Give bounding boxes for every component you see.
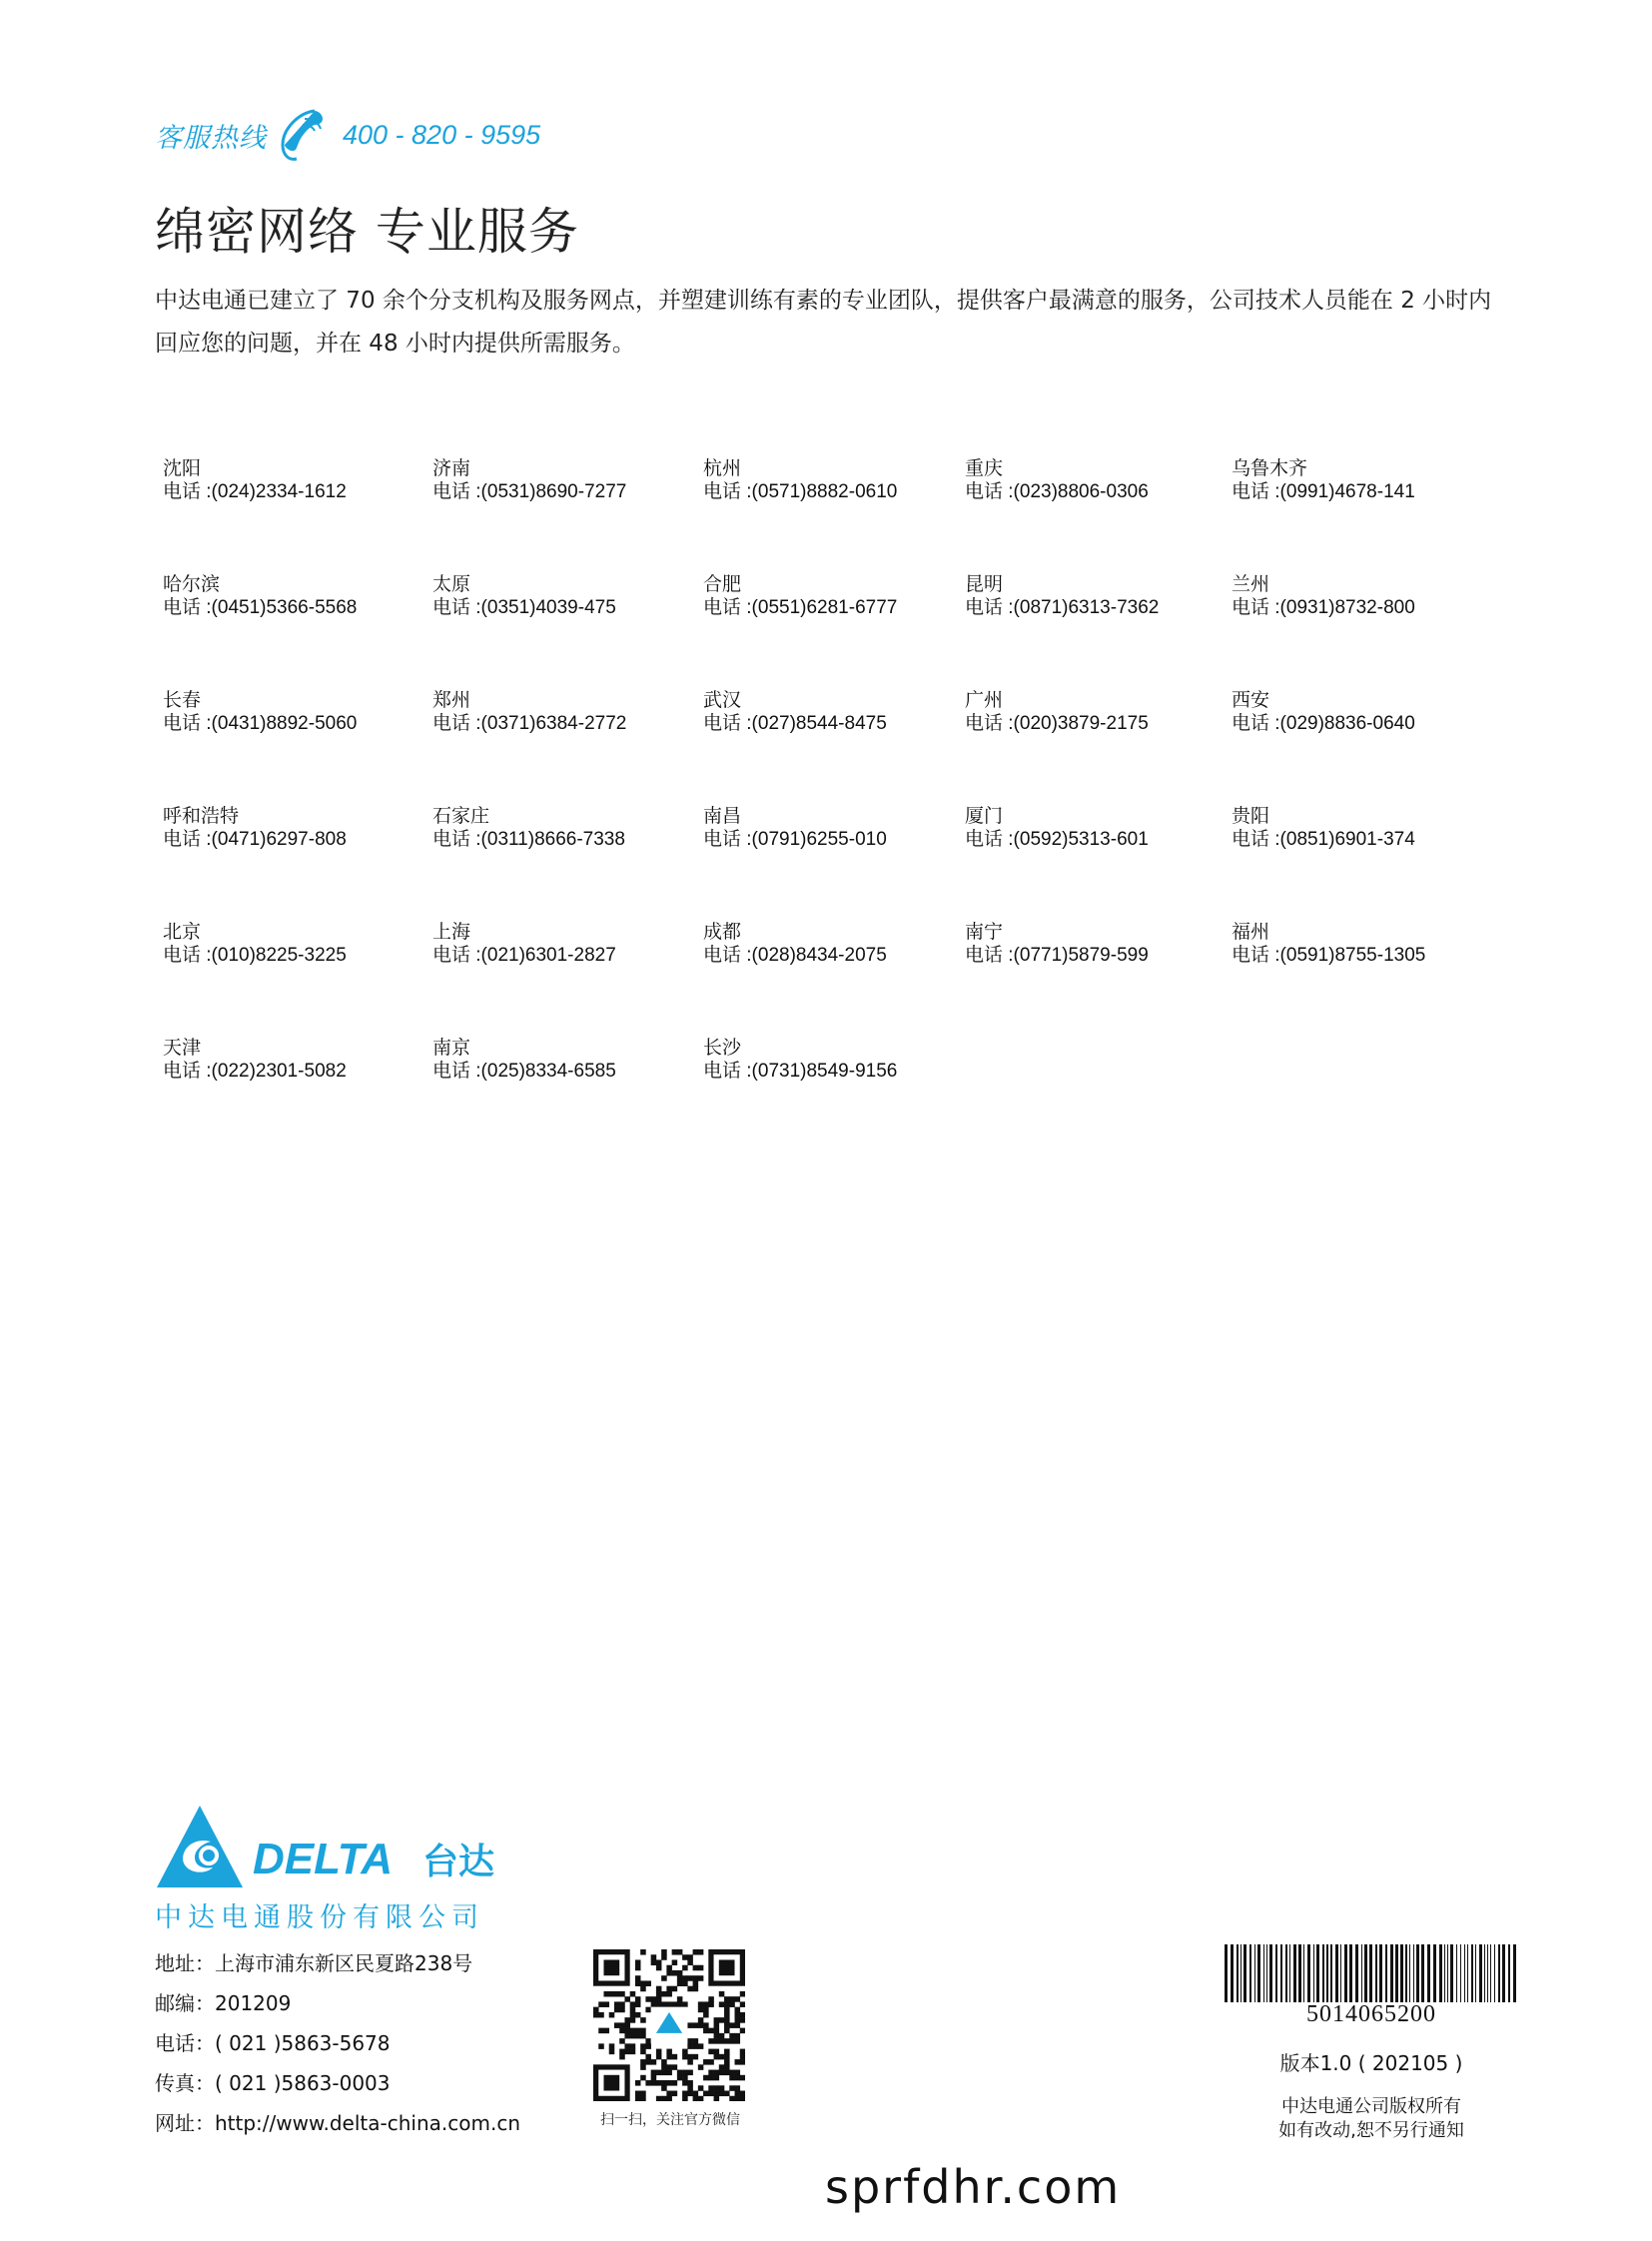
office-phone: 电话 :(0851)6901-374 [1232, 829, 1415, 850]
office-phone: 电话 :(025)8334-6585 [432, 1061, 616, 1082]
office-city: 长春 [163, 690, 202, 711]
barcode [1223, 1944, 1520, 2002]
copyright [1223, 2095, 1520, 2143]
office-entry [1232, 689, 1415, 735]
qr-code [593, 1949, 745, 2101]
office-phone: 电话 :(0311)8666-7338 [432, 829, 625, 850]
office-phone: 电话 :(023)8806-0306 [965, 481, 1149, 502]
office-city: 天津 [163, 1038, 202, 1059]
office-phone: 电话 :(0531)8690-7277 [432, 481, 627, 502]
office-city: 合肥 [703, 574, 742, 595]
office-entry [432, 689, 626, 735]
office-phone: 电话 :(0991)4678-141 [1232, 481, 1415, 502]
hotline-label: 客服热线 [155, 122, 267, 154]
office-phone: 电话 :(0791)6255-010 [703, 829, 887, 850]
office-entry [163, 805, 347, 851]
office-entry [1232, 921, 1425, 967]
logo-brand-cn: 台达 [422, 1842, 495, 1882]
office-entry [432, 921, 616, 967]
office-phone: 电话 :(022)2301-5082 [163, 1061, 347, 1082]
office-phone: 电话 :(029)8836-0640 [1232, 713, 1415, 734]
office-phone: 电话 :(0931)8732-800 [1232, 597, 1415, 618]
office-entry [163, 573, 357, 619]
office-entry [1232, 457, 1415, 503]
office-entry [432, 573, 616, 619]
office-entry [703, 921, 887, 967]
office-entry [965, 805, 1149, 851]
office-phone: 电话 :(0771)5879-599 [965, 945, 1149, 966]
office-city: 重庆 [965, 458, 1004, 479]
office-city: 成都 [703, 922, 742, 943]
office-phone: 电话 :(0591)8755-1305 [1232, 945, 1426, 966]
office-entry [163, 921, 347, 967]
office-entry [965, 573, 1159, 619]
office-entry [163, 689, 357, 735]
office-entry [1232, 573, 1415, 619]
qr-caption: 扫一扫，关注官方微信 [600, 2112, 740, 2128]
office-city: 济南 [432, 458, 471, 479]
logo-brand: DELTA [253, 1835, 394, 1883]
office-entry [163, 457, 347, 503]
delta-logo [155, 1798, 514, 1897]
office-phone: 电话 :(0371)6384-2772 [432, 713, 627, 734]
office-city: 郑州 [432, 690, 471, 711]
office-phone: 电话 :(0871)6313-7362 [965, 597, 1160, 618]
office-phone: 电话 :(021)6301-2827 [432, 945, 616, 966]
office-phone: 电话 :(020)3879-2175 [965, 713, 1149, 734]
office-city: 贵阳 [1232, 806, 1270, 827]
postcode: 邮编：201209 [155, 1991, 292, 2015]
office-entry [432, 805, 625, 851]
phone: 电话：( 021 )5863-5678 [155, 2031, 391, 2055]
page-title: 绵密网络 专业服务 [155, 203, 579, 261]
office-phone: 电话 :(0551)6281-6777 [703, 597, 898, 618]
office-city: 广州 [965, 690, 1004, 711]
office-city: 长沙 [703, 1038, 742, 1059]
office-entry [703, 573, 897, 619]
office-phone: 电话 :(0431)8892-5060 [163, 713, 358, 734]
office-entry [703, 1037, 897, 1083]
watermark: sprfdhr.com [825, 2160, 1122, 2214]
office-phone: 电话 :(0351)4039-475 [432, 597, 616, 618]
office-city: 南宁 [965, 922, 1004, 943]
fax: 传真：( 021 )5863-0003 [155, 2071, 391, 2095]
office-entry [1232, 805, 1415, 851]
office-city: 呼和浩特 [163, 806, 240, 827]
office-phone: 电话 :(0451)5366-5568 [163, 597, 358, 618]
office-city: 兰州 [1232, 574, 1270, 595]
intro-paragraph: 中达电通已建立了 70 余个分支机构及服务网点，并塑建训练有素的专业团队，提供客户最满意的服务，公司技术人员能在 2 小时内回应您的问题，并在 48 小时内提供所需服务。 [155, 288, 1492, 357]
office-city: 福州 [1232, 922, 1270, 943]
office-city: 上海 [432, 922, 471, 943]
version: 版本1.0 ( 202105 ) [1279, 2051, 1463, 2075]
website-link[interactable]: 网址：http://www.delta-china.com.cn [155, 2111, 520, 2135]
office-city: 厦门 [965, 806, 1004, 827]
office-city: 昆明 [965, 574, 1004, 595]
office-entry [432, 1037, 616, 1083]
copyright-line-2: 如有改动,恕不另行通知 [1278, 2120, 1464, 2141]
office-entry [965, 457, 1149, 503]
company-name: 中达电通股份有限公司 [155, 1902, 484, 1933]
office-city: 乌鲁木齐 [1232, 458, 1308, 479]
office-city: 西安 [1232, 690, 1270, 711]
office-entry [703, 457, 897, 503]
office-entry [703, 689, 887, 735]
barcode-number: 5014065200 [1306, 2001, 1436, 2027]
office-entry [965, 921, 1149, 967]
office-city: 武汉 [703, 690, 742, 711]
office-phone: 电话 :(027)8544-8475 [703, 713, 887, 734]
office-city: 沈阳 [163, 458, 202, 479]
telephone-icon [275, 105, 331, 165]
office-city: 哈尔滨 [163, 574, 221, 595]
office-entry [703, 805, 887, 851]
office-phone: 电话 :(0471)6297-808 [163, 829, 347, 850]
office-city: 太原 [432, 574, 471, 595]
office-phone: 电话 :(0571)8882-0610 [703, 481, 898, 502]
office-phone: 电话 :(010)8225-3225 [163, 945, 347, 966]
office-phone: 电话 :(0731)8549-9156 [703, 1061, 898, 1082]
office-entry [965, 689, 1149, 735]
office-entry [432, 457, 626, 503]
hotline [155, 105, 540, 165]
office-city: 南昌 [703, 806, 742, 827]
office-city: 北京 [163, 922, 202, 943]
hotline-number: 400 - 820 - 9595 [343, 119, 541, 150]
copyright-line-1: 中达电通公司版权所有 [1281, 2096, 1461, 2117]
office-phone: 电话 :(028)8434-2075 [703, 945, 887, 966]
office-city: 杭州 [703, 458, 742, 479]
office-entry [163, 1037, 347, 1083]
contact-block [155, 1943, 520, 2143]
office-city: 石家庄 [432, 806, 490, 827]
office-city: 南京 [432, 1038, 471, 1059]
office-phone: 电话 :(0592)5313-601 [965, 829, 1149, 850]
office-phone: 电话 :(024)2334-1612 [163, 481, 347, 502]
address: 地址：上海市浦东新区民夏路238号 [155, 1951, 473, 1975]
